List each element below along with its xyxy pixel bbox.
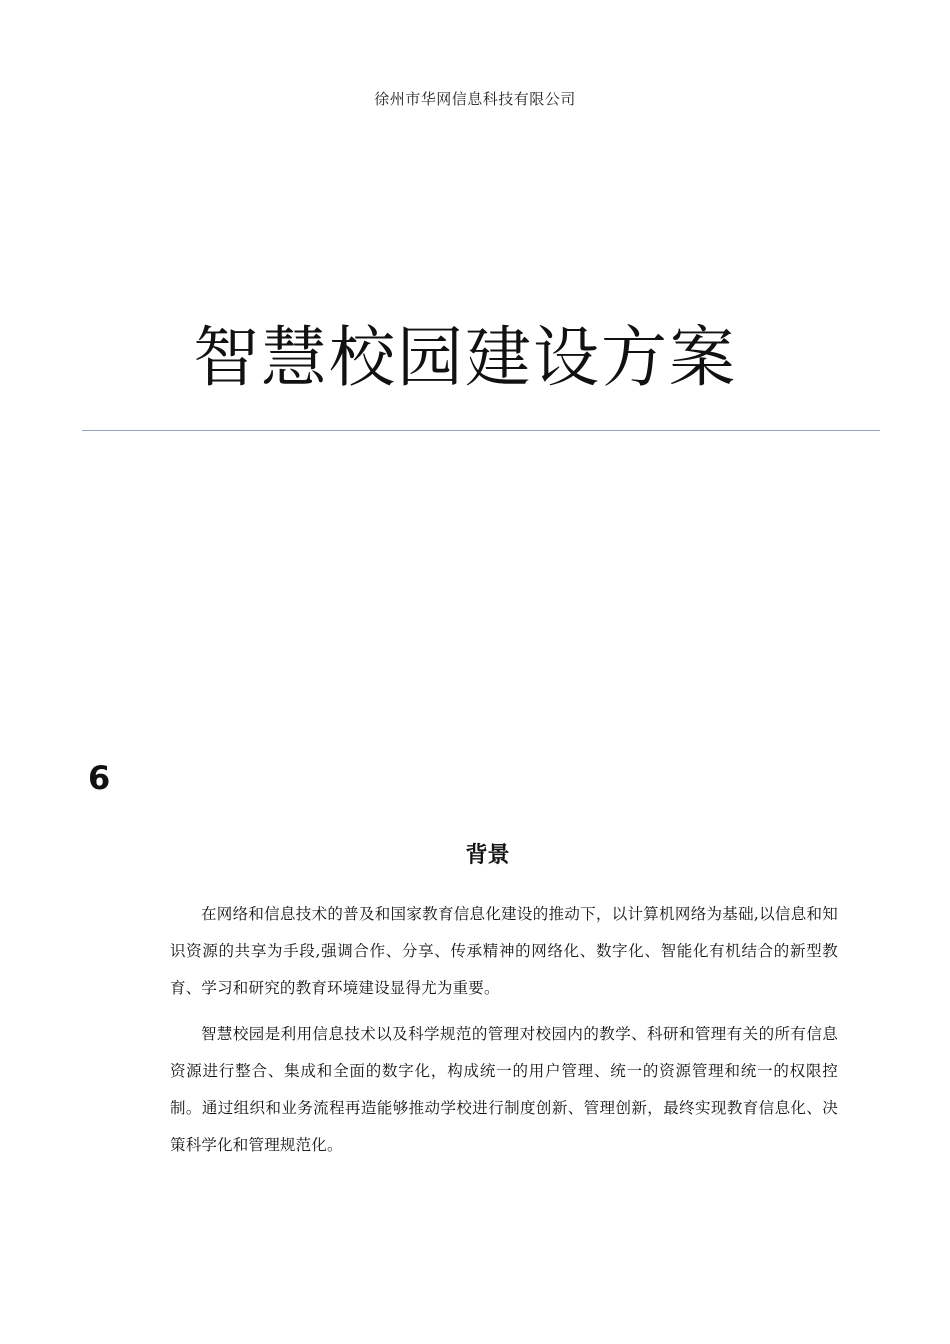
section-body bbox=[170, 896, 838, 1173]
document-title: 智慧校园建设方案 bbox=[193, 319, 737, 396]
body-paragraph-2: 智慧校园是利用信息技术以及科学规范的管理对校园内的教学、科研和管理有关的所有信息资源进行整合、集成和全面的数字化，构成统一的用户管理、统一的资源管理和统一的权限控制。通过组织和业务流程再造能够推动学校进行制度创新、管理创新，最终实现教育信息化、决策科学化和管理规范化。 bbox=[170, 1025, 838, 1154]
company-header: 徐州市华网信息科技有限公司 bbox=[374, 90, 576, 108]
body-paragraph-1: 在网络和信息技术的普及和国家教育信息化建设的推动下，以计算机网络为基础,以信息和知识资源的共享为手段,强调合作、分享、传承精神的网络化、数字化、智能化有机结合的新型教育、学习和研究的教育环境建设显得尤为重要。 bbox=[170, 905, 838, 997]
section-heading: 背景 bbox=[465, 843, 510, 868]
margin-mark: 6 bbox=[88, 759, 111, 797]
title-divider bbox=[82, 430, 880, 431]
